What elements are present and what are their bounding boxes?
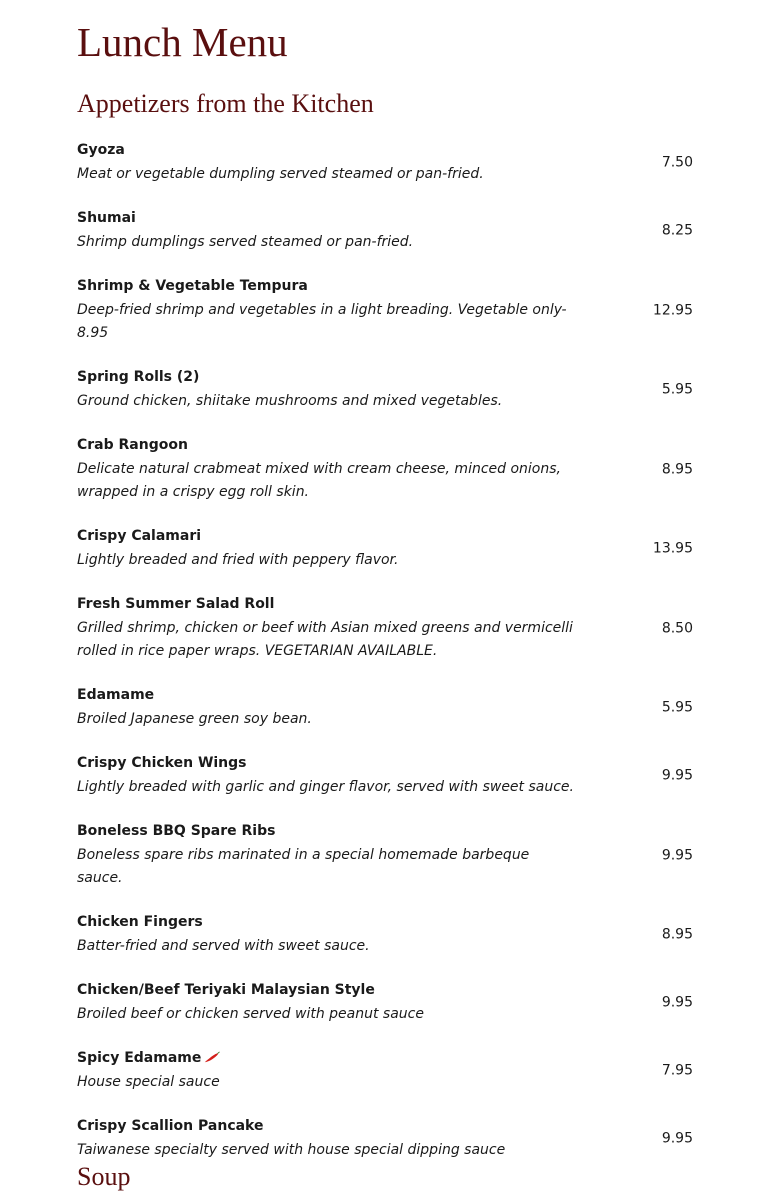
menu-item-name	[77, 1048, 577, 1069]
menu-item-description: Delicate natural crabmeat mixed with cream cheese, minced onions, wrapped in a crispy egg roll skin.	[77, 461, 561, 500]
menu-item-text	[77, 685, 577, 731]
menu-item	[77, 526, 693, 572]
section-title-appetizers: Appetizers from the Kitchen	[77, 89, 374, 118]
menu-item-text	[77, 526, 577, 572]
menu-item-price: 8.95	[661, 926, 693, 943]
menu-item	[77, 753, 693, 799]
menu-item-name-text: Fresh Summer Salad Roll	[77, 596, 275, 612]
menu-item-price: 8.50	[661, 620, 693, 636]
menu-item-name	[77, 140, 577, 161]
menu-item-description: Lightly breaded with garlic and ginger flavor, served with sweet sauce.	[77, 779, 574, 795]
menu-item-price: 5.95	[661, 381, 693, 398]
menu-item-description: Boneless spare ribs marinated in a special homemade barbeque sauce.	[77, 847, 530, 886]
menu-item	[77, 276, 693, 345]
menu-item	[77, 208, 693, 254]
menu-item-description: Deep-fried shrimp and vegetables in a light breading. Vegetable only-8.95	[77, 302, 567, 341]
menu-item	[77, 435, 693, 504]
menu-item-text	[77, 980, 577, 1026]
menu-item-price: 7.50	[661, 154, 693, 171]
menu-item-price: 13.95	[652, 540, 693, 557]
chili-pepper-icon	[204, 1051, 220, 1063]
menu-item	[77, 685, 693, 731]
menu-item-name-text: Boneless BBQ Spare Ribs	[77, 823, 276, 839]
menu-item-text	[77, 753, 577, 799]
menu-item-price: 8.95	[661, 461, 693, 477]
menu-item-name-text: Crispy Calamari	[77, 528, 202, 544]
menu-item-name-text: Gyoza	[77, 142, 125, 158]
menu-item-name	[77, 753, 577, 774]
menu-item	[77, 912, 693, 958]
menu-item-name-text: Shumai	[77, 210, 136, 226]
menu-item-price: 7.95	[661, 1062, 693, 1079]
menu-item-text	[77, 1048, 577, 1094]
menu-item-description: Ground chicken, shiitake mushrooms and mixed vegetables.	[77, 393, 503, 409]
menu-item	[77, 821, 693, 890]
menu-item-name-text: Chicken/Beef Teriyaki Malaysian Style	[77, 982, 375, 998]
menu-item-name-text: Crispy Chicken Wings	[77, 755, 247, 771]
menu-item-description: Meat or vegetable dumpling served steamed or pan-fried.	[77, 166, 484, 182]
menu-item-name	[77, 685, 577, 706]
appetizers-list	[77, 140, 693, 1184]
menu-item-name-text: Spring Rolls (2)	[77, 369, 200, 385]
menu-item-description: Lightly breaded and fried with peppery flavor.	[77, 552, 399, 568]
menu-item-description: Taiwanese specialty served with house special dipping sauce	[77, 1142, 506, 1158]
menu-item-name	[77, 526, 577, 547]
menu-item-description: Grilled shrimp, chicken or beef with Asian mixed greens and vermicelli rolled in rice paper wraps. VEGETARIAN AVAILABLE.	[77, 620, 573, 659]
menu-item-name	[77, 594, 577, 615]
menu-item-name-text: Crab Rangoon	[77, 437, 188, 453]
menu-item-name-text: Shrimp & Vegetable Tempura	[77, 278, 308, 294]
menu-item-name	[77, 821, 577, 842]
menu-item	[77, 367, 693, 413]
menu-item-price: 5.95	[661, 699, 693, 716]
section-title-soup: Soup	[77, 1162, 131, 1191]
menu-item-price: 9.95	[661, 847, 693, 863]
menu-item	[77, 980, 693, 1026]
menu-item-price: 9.95	[661, 767, 693, 784]
menu-item-name	[77, 912, 577, 933]
menu-item-text	[77, 1116, 577, 1162]
menu-item-name-text: Crispy Scallion Pancake	[77, 1118, 264, 1134]
menu-item-name-text: Spicy Edamame	[77, 1050, 202, 1066]
menu-item-price: 8.25	[661, 222, 693, 239]
menu-item-text	[77, 367, 577, 413]
menu-item	[77, 140, 693, 186]
menu-item-name	[77, 1116, 577, 1137]
menu-item-price: 12.95	[652, 302, 693, 318]
menu-item-name-text: Chicken Fingers	[77, 914, 203, 930]
menu-item-name-text: Edamame	[77, 687, 155, 703]
menu-item-text	[77, 140, 577, 186]
menu-item-description: Shrimp dumplings served steamed or pan-fried.	[77, 234, 414, 250]
menu-item-text	[77, 276, 577, 345]
page-title: Lunch Menu	[77, 19, 288, 65]
menu-item-text	[77, 435, 577, 504]
menu-item	[77, 594, 693, 663]
menu-item-name	[77, 208, 577, 229]
menu-item-description: House special sauce	[77, 1074, 220, 1090]
menu-item-name	[77, 276, 577, 297]
menu-item-price: 9.95	[661, 994, 693, 1011]
menu-item-text	[77, 594, 577, 663]
menu-item-description: Batter-fried and served with sweet sauce.	[77, 938, 370, 954]
menu-item-name	[77, 435, 577, 456]
menu-item-text	[77, 912, 577, 958]
menu-item-description: Broiled Japanese green soy bean.	[77, 711, 312, 727]
menu-item-text	[77, 821, 577, 890]
menu-item-name	[77, 980, 577, 1001]
menu-item	[77, 1048, 693, 1094]
menu-item-description: Broiled beef or chicken served with peanut sauce	[77, 1006, 424, 1022]
menu-item-price: 9.95	[661, 1130, 693, 1147]
menu-item-text	[77, 208, 577, 254]
menu-item-name	[77, 367, 577, 388]
menu-item	[77, 1116, 693, 1162]
